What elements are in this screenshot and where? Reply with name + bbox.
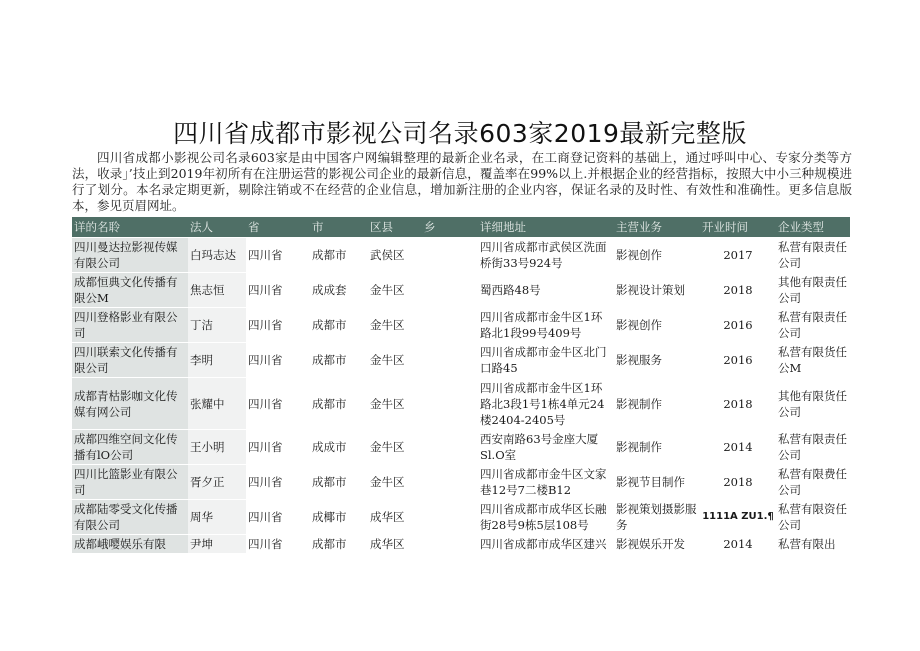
cell-open-date: 2017 [700, 238, 776, 273]
cell-province: 四川省 [246, 238, 310, 273]
cell-company-type: 私营有限责任公司 [776, 308, 850, 343]
cell-city: 成椰市 [310, 500, 368, 535]
cell-company-type: 私营有限货任公M [776, 343, 850, 378]
cell-company-type: 私营有限责任公司 [776, 430, 850, 465]
table-row [72, 535, 850, 554]
cell-province: 四川省 [246, 465, 310, 500]
intro-text: 四川省成都小影视公司名录603家是由中国客户网编辑整理的最新企业名录，在工商登记资料的基础上，通过呼叫中心、专家分类等方法，收录」’技止到2019年初所有在注册运营的影视公司企业的最新信息，覆盖率在99%以上.并根据企业的经营指标，按照大中小三种规模进行了划分。本名录定期更新，剔除注销或不在经营的企业信息，增加新注册的企业内容，保证名录的及时性、有效性和准确性。更多信息版本，参见页眉网址。 [72, 150, 852, 213]
header-city: 市 [310, 217, 368, 238]
cell-open-date: 2018 [700, 465, 776, 500]
cell-open-date: 2018 [700, 378, 776, 430]
cell-city: 成都市 [310, 238, 368, 273]
cell-company-type: 私营有限资任公司 [776, 500, 850, 535]
cell-address: 四川省成都市金牛区文家巷12号7二楼B12 [478, 465, 614, 500]
cell-legal-person: 尹坤 [188, 535, 246, 554]
cell-open-date: 2014 [700, 535, 776, 554]
cell-business: 影视节目制作 [614, 465, 700, 500]
cell-district: 金牛区 [368, 430, 422, 465]
table-row [72, 500, 850, 535]
cell-city: 成成市 [310, 430, 368, 465]
cell-district: 金牛区 [368, 378, 422, 430]
cell-company-type: 其他有限货任公司 [776, 378, 850, 430]
cell-company-name: 成都四维空间文化传播有lO公司 [72, 430, 188, 465]
table-row [72, 343, 850, 378]
cell-city: 成都市 [310, 343, 368, 378]
table-row [72, 238, 850, 273]
header-open-date: 开业时间 [700, 217, 776, 238]
cell-company-type: 私营有限费任公司 [776, 465, 850, 500]
cell-company-name: 成都峨嘤娱乐有限 [72, 535, 188, 554]
cell-company-type: 其他有限责任公司 [776, 273, 850, 308]
cell-township [422, 238, 478, 273]
table-header-row [72, 217, 850, 238]
cell-business: 影视制作 [614, 378, 700, 430]
cell-business: 影视设计策划 [614, 273, 700, 308]
cell-address: 四川省成都市金牛区1环路北3段1号1栋4单元24楼2404-2405号 [478, 378, 614, 430]
cell-township [422, 430, 478, 465]
cell-province: 四川省 [246, 308, 310, 343]
cell-district: 金牛区 [368, 465, 422, 500]
cell-legal-person: 王小明 [188, 430, 246, 465]
cell-city: 成都市 [310, 378, 368, 430]
cell-district: 成华区 [368, 500, 422, 535]
cell-legal-person: 白玛志达 [188, 238, 246, 273]
intro-paragraph [72, 150, 852, 214]
cell-district: 金牛区 [368, 343, 422, 378]
table-row [72, 465, 850, 500]
cell-open-date: 2016 [700, 343, 776, 378]
cell-legal-person: 张耀中 [188, 378, 246, 430]
cell-province: 四川省 [246, 378, 310, 430]
cell-company-type: 私营有限责任公司 [776, 238, 850, 273]
cell-business: 影视服务 [614, 343, 700, 378]
cell-district: 成华区 [368, 535, 422, 554]
cell-business: 影视制作 [614, 430, 700, 465]
cell-company-name: 成都青枯影咖文化传媒有网公司 [72, 378, 188, 430]
cell-open-date: 2014 [700, 430, 776, 465]
cell-company-name: 成都恒典文化传播有限公M [72, 273, 188, 308]
cell-province: 四川省 [246, 343, 310, 378]
header-business: 主营业务 [614, 217, 700, 238]
header-address: 详细地址 [478, 217, 614, 238]
cell-open-date: 1111A ZU1.¶ [700, 500, 776, 535]
cell-company-name: 四川登格影业有限公司 [72, 308, 188, 343]
cell-legal-person: 焦志恒 [188, 273, 246, 308]
cell-province: 四川省 [246, 430, 310, 465]
table-row [72, 308, 850, 343]
cell-company-name: 四川联索文化传播有限公司 [72, 343, 188, 378]
cell-township [422, 378, 478, 430]
company-table [72, 217, 850, 554]
header-legal-person: 法人 [188, 217, 246, 238]
cell-address: 四川省成都市成华区长融街28号9栋5层108号 [478, 500, 614, 535]
cell-legal-person: 李明 [188, 343, 246, 378]
cell-district: 武侯区 [368, 238, 422, 273]
header-province: 省 [246, 217, 310, 238]
cell-open-date: 2018 [700, 273, 776, 308]
cell-city: 成成套 [310, 273, 368, 308]
cell-company-name: 成都陆零受文化传播有限公司 [72, 500, 188, 535]
table-row [72, 430, 850, 465]
cell-legal-person: 胥夕正 [188, 465, 246, 500]
cell-legal-person: 丁洁 [188, 308, 246, 343]
header-township: 乡 [422, 217, 478, 238]
table-row [72, 378, 850, 430]
cell-province: 四川省 [246, 535, 310, 554]
header-district: 区县 [368, 217, 422, 238]
cell-township [422, 343, 478, 378]
cell-district: 金牛区 [368, 273, 422, 308]
cell-company-type: 私营有限出 [776, 535, 850, 554]
cell-business: 影视策划摄影服务 [614, 500, 700, 535]
cell-city: 成都市 [310, 535, 368, 554]
cell-address: 四川省成都市金牛区1环路北1段99号409号 [478, 308, 614, 343]
cell-province: 四川省 [246, 500, 310, 535]
cell-address: 蜀西路48号 [478, 273, 614, 308]
cell-district: 金牛区 [368, 308, 422, 343]
cell-address: 四川省成都市金牛区北门口路45 [478, 343, 614, 378]
cell-business: 影视创作 [614, 238, 700, 273]
cell-township [422, 500, 478, 535]
cell-province: 四川省 [246, 273, 310, 308]
page-title: 四川省成都市影视公司名录603家2019最新完整版 [173, 119, 747, 148]
cell-city: 成都市 [310, 465, 368, 500]
cell-company-name: 四川比篮影业有限公司 [72, 465, 188, 500]
cell-township [422, 308, 478, 343]
cell-address: 四川省成都市成华区建兴 [478, 535, 614, 554]
cell-city: 成都市 [310, 308, 368, 343]
cell-legal-person: 周华 [188, 500, 246, 535]
cell-open-date: 2016 [700, 308, 776, 343]
cell-address: 四川省成都市武侯区洗面桥街33号924号 [478, 238, 614, 273]
cell-business: 影视创作 [614, 308, 700, 343]
header-company-name: 详的名聆 [72, 217, 188, 238]
cell-address: 西安南路63号金座大厦Sl.O室 [478, 430, 614, 465]
table-row [72, 273, 850, 308]
cell-township [422, 535, 478, 554]
cell-company-name: 四川曼达拉影视传媒有限公司 [72, 238, 188, 273]
header-company-type: 企业类型 [776, 217, 850, 238]
cell-township [422, 273, 478, 308]
cell-township [422, 465, 478, 500]
cell-business: 影视娱乐开发 [614, 535, 700, 554]
